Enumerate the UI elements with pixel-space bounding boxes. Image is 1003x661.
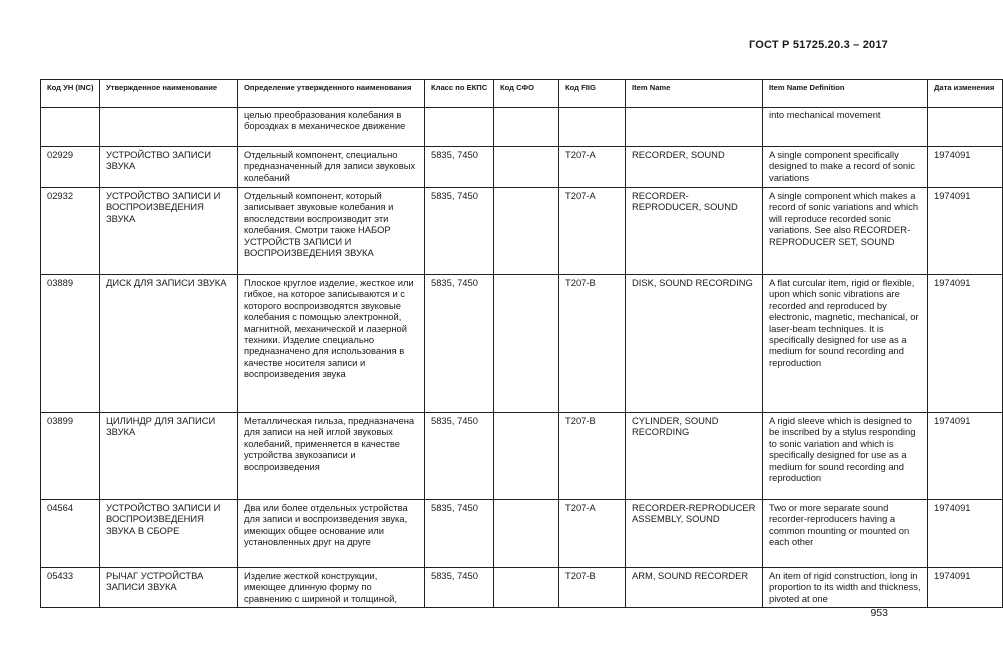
page-number: 953: [870, 607, 888, 619]
cell-date: 1974091: [928, 275, 1003, 413]
cell-class: [425, 108, 494, 147]
cell-sfo: [494, 500, 559, 568]
cell-sfo: [494, 188, 559, 275]
cell-class: 5835, 7450: [425, 413, 494, 500]
cell-sfo: [494, 147, 559, 188]
table-row: [41, 413, 1003, 500]
cell-item-definition: A rigid sleeve which is designed to be inscribed by a stylus responding to sonic variation and which is specifically designed for use as a medium for sound recording and reproduction: [763, 413, 928, 500]
cell-sfo: [494, 568, 559, 608]
cell-item-name: [626, 108, 763, 147]
table-row: [41, 147, 1003, 188]
col-header-approved-name: Утвержденное наименование: [100, 80, 238, 108]
col-header-class: Класс по ЕКПС: [425, 80, 494, 108]
cell-date: [928, 108, 1003, 147]
cell-item-name: RECORDER, SOUND: [626, 147, 763, 188]
cell-definition: Металлическая гильза, предназначена для записи на ней иглой звуковых колебаний, применяется в качестве устройства звукозаписи и воспроизведения: [238, 413, 425, 500]
cell-date: 1974091: [928, 188, 1003, 275]
col-header-definition: Определение утвержденного наименования: [238, 80, 425, 108]
cell-inc: [41, 108, 100, 147]
cell-date: 1974091: [928, 147, 1003, 188]
cell-fiig: [559, 108, 626, 147]
cell-sfo: [494, 275, 559, 413]
cell-fiig: T207-A: [559, 147, 626, 188]
col-header-item-name: Item Name: [626, 80, 763, 108]
cell-approved-name: УСТРОЙСТВО ЗАПИСИ И ВОСПРОИЗВЕДЕНИЯ ЗВУКА: [100, 188, 238, 275]
col-header-item-definition: Item Name Definition: [763, 80, 928, 108]
cell-definition: целью преобразования колебания в бороздках в механическое движение: [238, 108, 425, 147]
cell-item-name: RECORDER-REPRODUCER ASSEMBLY, SOUND: [626, 500, 763, 568]
table-row: [41, 568, 1003, 608]
cell-item-definition: A single component which makes a record of sonic variations and which will reproduce recorded sonic variations. See also RECORDER-REPRODUCER SET, SOUND: [763, 188, 928, 275]
cell-class: 5835, 7450: [425, 275, 494, 413]
cell-item-name: CYLINDER, SOUND RECORDING: [626, 413, 763, 500]
cell-inc: 03899: [41, 413, 100, 500]
standard-designation: ГОСТ Р 51725.20.3 – 2017: [748, 39, 888, 51]
cell-item-definition: into mechanical movement: [763, 108, 928, 147]
col-header-date: Дата изменения: [928, 80, 1003, 108]
cell-definition: Плоское круглое изделие, жесткое или гибкое, на которое записываются и с которого воспроизводятся звуковые колебания с помощью электронной, магнитной, механической и лазерной техники. Изделие специально предназначено для использования в качестве носителя записи и воспроизведения звука: [238, 275, 425, 413]
cell-date: 1974091: [928, 413, 1003, 500]
cell-approved-name: ДИСК ДЛЯ ЗАПИСИ ЗВУКА: [100, 275, 238, 413]
cell-fiig: T207-B: [559, 275, 626, 413]
cell-definition: Изделие жесткой конструкции, имеющее длинную форму по сравнению с шириной и толщиной,: [238, 568, 425, 608]
cell-date: 1974091: [928, 500, 1003, 568]
cell-fiig: T207-A: [559, 500, 626, 568]
cell-fiig: T207-A: [559, 188, 626, 275]
cell-approved-name: УСТРОЙСТВО ЗАПИСИ И ВОСПРОИЗВЕДЕНИЯ ЗВУКА В СБОРЕ: [100, 500, 238, 568]
cell-approved-name: РЫЧАГ УСТРОЙСТВА ЗАПИСИ ЗВУКА: [100, 568, 238, 608]
table-header-row: [41, 80, 1003, 108]
table-row: [41, 188, 1003, 275]
cell-class: 5835, 7450: [425, 500, 494, 568]
cell-definition: Отдельный компонент, который записывает звуковые колебания и впоследствии воспроизводит эти колебания. Смотри также НАБОР УСТРОЙСТВ ЗАПИСИ И ВОСПРОИЗВЕДЕНИЯ ЗВУКА: [238, 188, 425, 275]
cell-inc: 04564: [41, 500, 100, 568]
table-row: [41, 275, 1003, 413]
cell-sfo: [494, 108, 559, 147]
cell-approved-name: [100, 108, 238, 147]
cell-item-definition: Two or more separate sound recorder-reproducers having a common mounting or mounted on each other: [763, 500, 928, 568]
cell-approved-name: УСТРОЙСТВО ЗАПИСИ ЗВУКА: [100, 147, 238, 188]
catalog-table: [40, 79, 1003, 608]
cell-inc: 05433: [41, 568, 100, 608]
cell-class: 5835, 7450: [425, 568, 494, 608]
cell-item-name: RECORDER-REPRODUCER, SOUND: [626, 188, 763, 275]
col-header-inc: Код УН (INC): [41, 80, 100, 108]
col-header-fiig: Код FIIG: [559, 80, 626, 108]
table-row: [41, 108, 1003, 147]
cell-fiig: T207-B: [559, 568, 626, 608]
cell-sfo: [494, 413, 559, 500]
cell-inc: 02929: [41, 147, 100, 188]
cell-definition: Отдельный компонент, специально предназначенный для записи звуковых колебаний: [238, 147, 425, 188]
cell-item-name: DISK, SOUND RECORDING: [626, 275, 763, 413]
cell-inc: 02932: [41, 188, 100, 275]
cell-fiig: T207-B: [559, 413, 626, 500]
cell-class: 5835, 7450: [425, 188, 494, 275]
cell-item-definition: A flat curcular item, rigid or flexible, upon which sonic vibrations are recorded and reproduced by electronic, magnetic, mechanical, or laser-beam techniques. It is specifically designed for use as a medium for sound recording and reproduction: [763, 275, 928, 413]
col-header-sfo: Код СФО: [494, 80, 559, 108]
cell-date: 1974091: [928, 568, 1003, 608]
cell-class: 5835, 7450: [425, 147, 494, 188]
cell-item-name: ARM, SOUND RECORDER: [626, 568, 763, 608]
cell-inc: 03889: [41, 275, 100, 413]
table-row: [41, 500, 1003, 568]
cell-item-definition: An item of rigid construction, long in proportion to its width and thickness, pivoted at one: [763, 568, 928, 608]
cell-definition: Два или более отдельных устройства для записи и воспроизведения звука, имеющих общее основание или установленных друг на друге: [238, 500, 425, 568]
cell-approved-name: ЦИЛИНДР ДЛЯ ЗАПИСИ ЗВУКА: [100, 413, 238, 500]
cell-item-definition: A single component specifically designed to make a record of sonic variations: [763, 147, 928, 188]
